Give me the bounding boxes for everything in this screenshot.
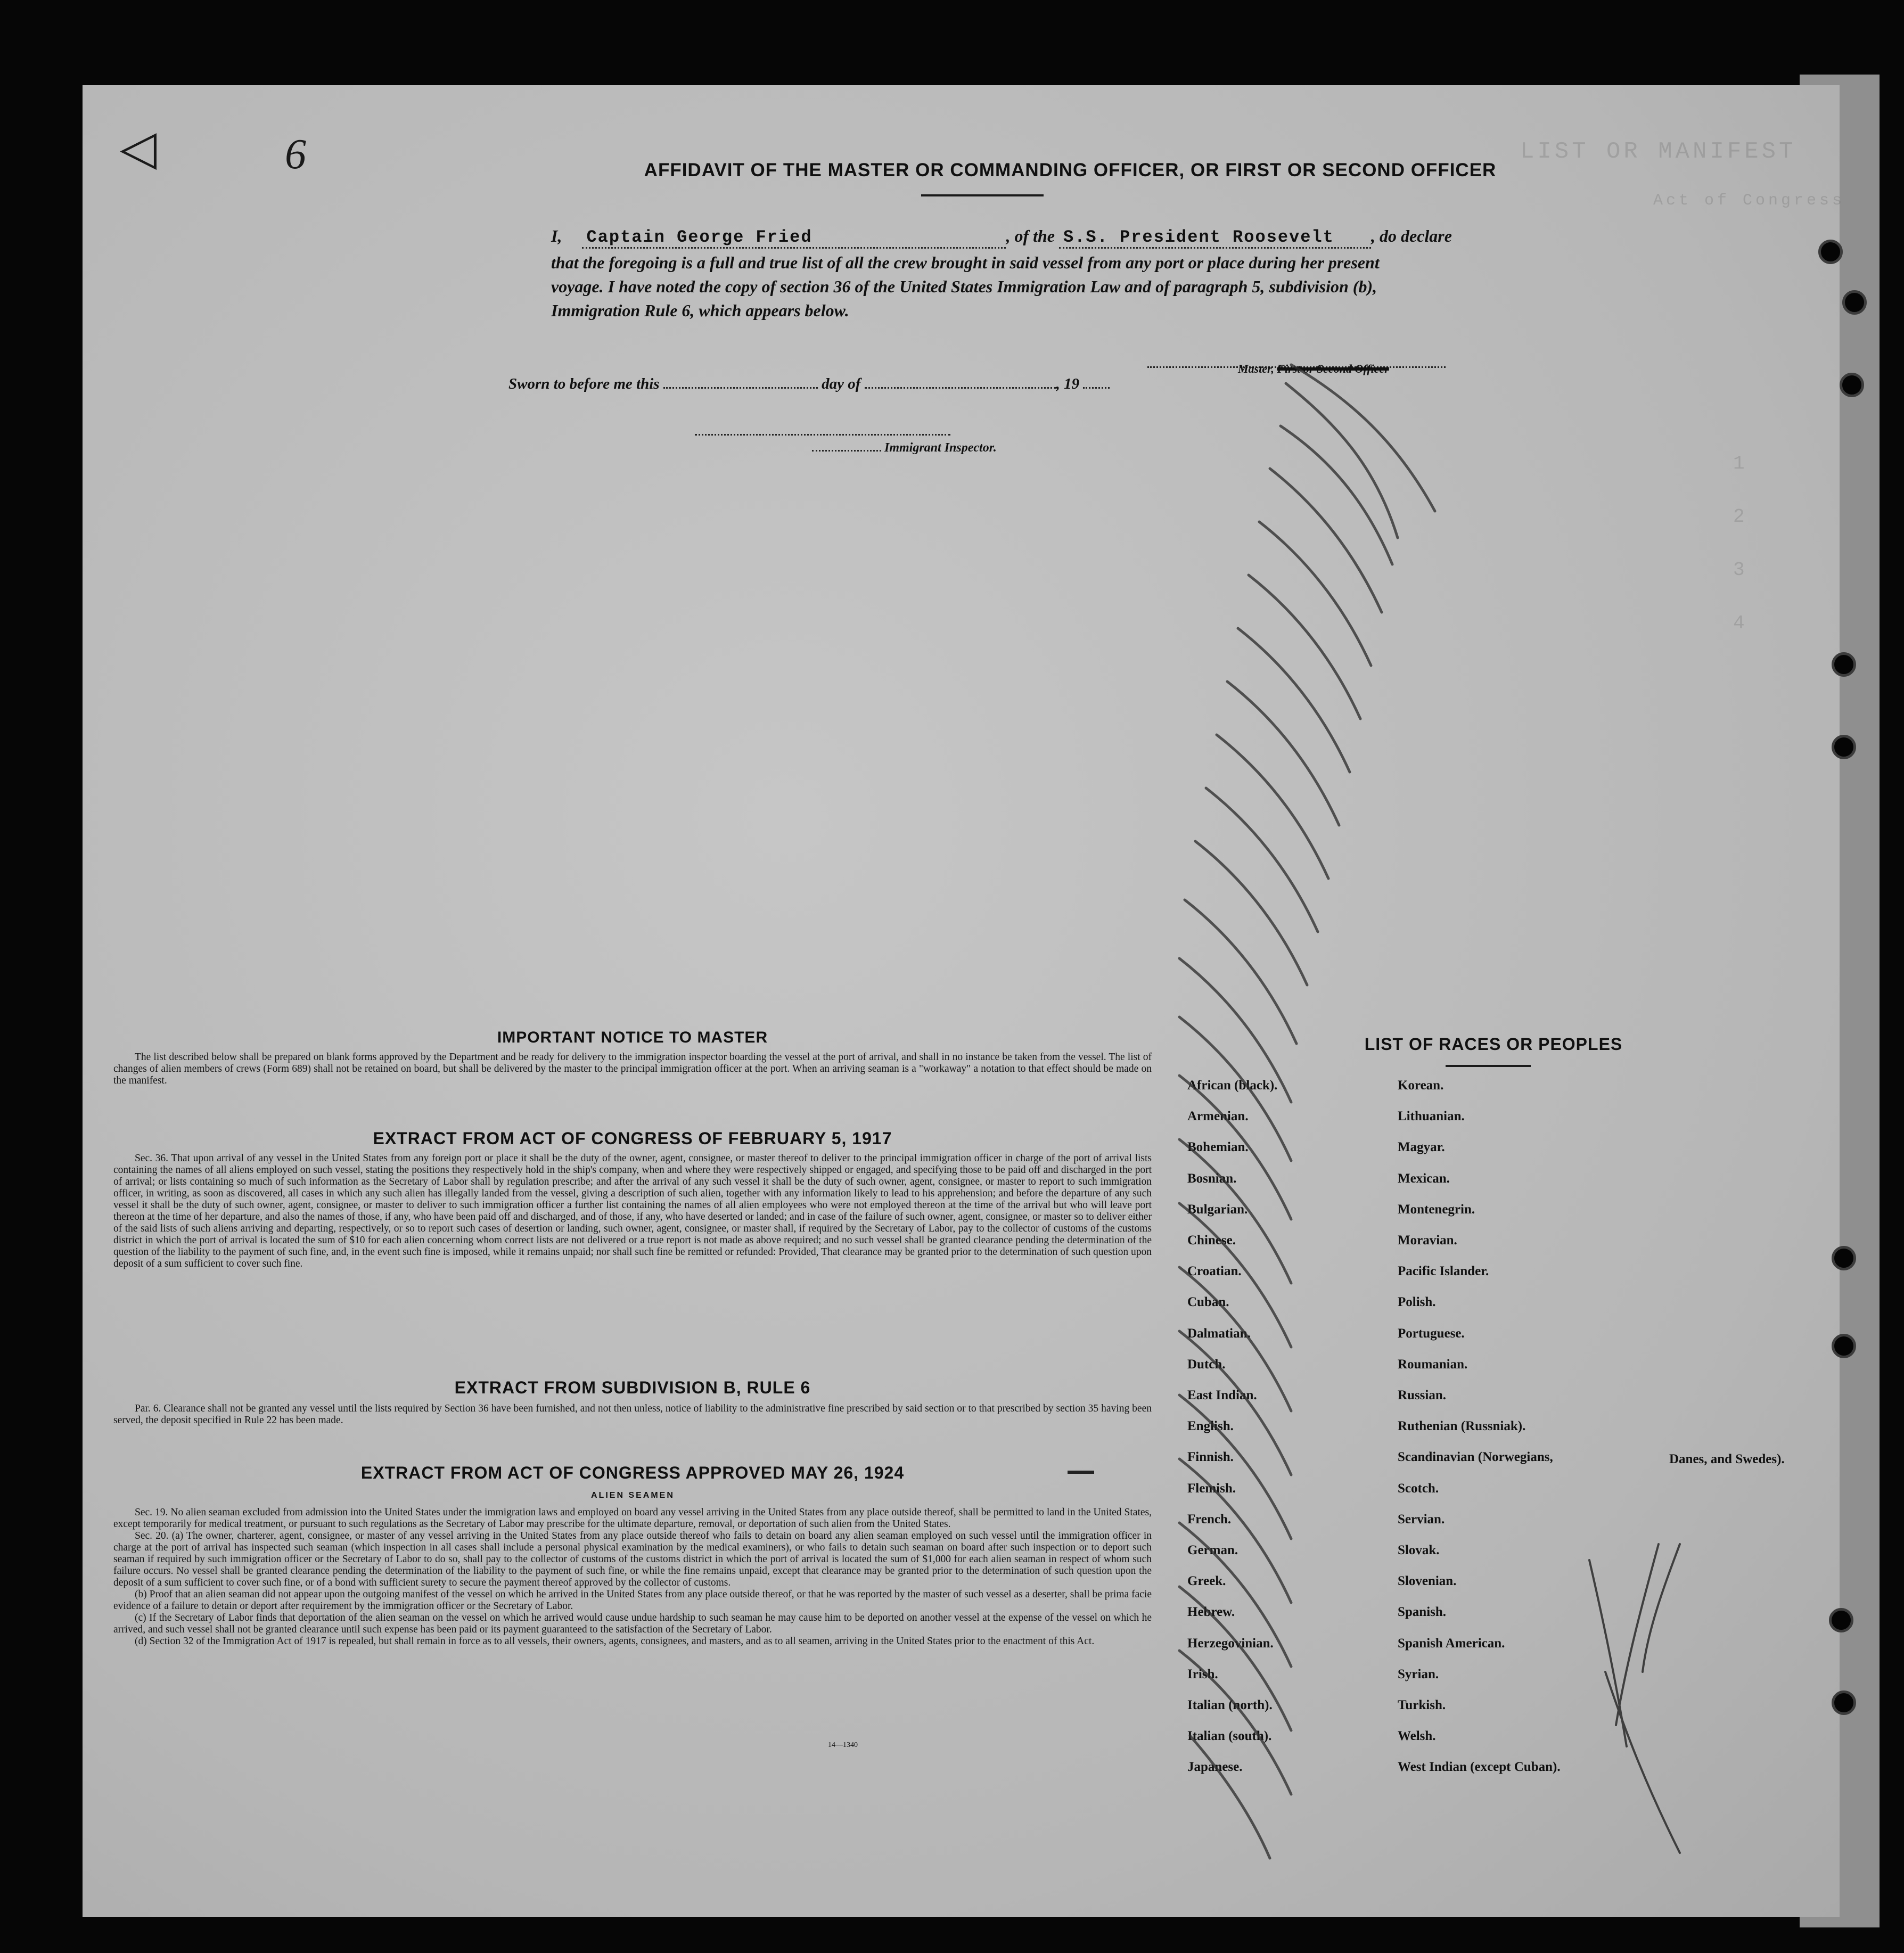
race-item: Bulgarian.: [1187, 1202, 1248, 1217]
punch-hole: [1832, 735, 1856, 759]
races-title-rule: [1446, 1065, 1531, 1067]
notice-title: IMPORTANT NOTICE TO MASTER: [497, 1029, 768, 1046]
alien-seamen-subtitle: ALIEN SEAMEN: [591, 1491, 675, 1500]
race-item: Dutch.: [1187, 1357, 1226, 1372]
race-item: Armenian.: [1187, 1109, 1249, 1124]
race-item: Chinese.: [1187, 1233, 1236, 1248]
race-item: Greek.: [1187, 1574, 1226, 1589]
sec-20c-paragraph: (c) If the Secretary of Labor finds that deportation of the alien seaman on the vessel on which he arrived would cause undue hardship to such seaman he may cause him to be deported on another vessel at the expense of the vessel on which he arrived, and such vessel shall not be granted clearance until such expense has been paid or its payment guaranteed to the satisfaction of the Secretary of Labor.: [113, 1612, 1152, 1635]
punch-hole: [1840, 373, 1864, 397]
sec-20d-paragraph: (d) Section 32 of the Immigration Act of 1917 is repealed, but shall remain in force as to all vessels, their owners, agents, consignees, and masters, and as to all seamen, arriving in the United States prior to the enactment of this Act.: [135, 1636, 1095, 1647]
race-item: Slovenian.: [1398, 1574, 1457, 1589]
extract-rule6-text: Par. 6. Clearance shall not be granted any vessel until the lists required by Section 36 have been furnished, and not then unless, notice of liability to the administrative fine prescribed by said section or to that prescribed by section 35 having been served, the deposit specified in Rule 22 has been made.: [113, 1403, 1152, 1426]
bleed-through-text: 2: [1733, 506, 1748, 528]
race-item: Herzegovinian.: [1187, 1636, 1274, 1651]
race-item: Irish.: [1187, 1667, 1218, 1681]
race-item: Italian (south).: [1187, 1729, 1272, 1744]
extract-1917-title: EXTRACT FROM ACT OF CONGRESS OF FEBRUARY 5, 1917: [373, 1129, 892, 1148]
race-item: African (black).: [1187, 1078, 1278, 1093]
manifest-sheet: [83, 85, 1845, 1917]
race-item: Russian.: [1398, 1388, 1447, 1402]
race-item: Mexican.: [1398, 1171, 1450, 1186]
race-item: Ruthenian (Russniak).: [1398, 1419, 1526, 1434]
master-name-field[interactable]: Captain George Fried: [582, 227, 1006, 249]
form-number: 14—1340: [828, 1741, 858, 1749]
extract-1924-title: EXTRACT FROM ACT OF CONGRESS APPROVED MAY 26, 1924: [360, 1463, 905, 1482]
race-item: East Indian.: [1187, 1388, 1257, 1402]
race-item: Spanish American.: [1398, 1636, 1505, 1651]
race-item: Scotch.: [1398, 1481, 1439, 1496]
sworn-year-field[interactable]: [1083, 387, 1110, 389]
race-item: Japanese.: [1187, 1760, 1243, 1775]
race-item: Finnish.: [1187, 1450, 1234, 1465]
sworn-line: Sworn to before me this day of , 19: [508, 375, 1110, 393]
affidavit-title: AFFIDAVIT OF THE MASTER OR COMMANDING OFFICER, OR FIRST OR SECOND OFFICER: [644, 160, 1497, 180]
sworn-day-field[interactable]: [663, 387, 818, 389]
bleed-through-text: 1: [1733, 453, 1748, 474]
race-item: French.: [1187, 1512, 1232, 1527]
bleed-through-text: 3: [1733, 559, 1748, 581]
race-item: Scandinavian (Norwegians,: [1398, 1450, 1553, 1465]
sec-20b-paragraph: (b) Proof that an alien seaman did not appear upon the outgoing manifest of the vessel on which he arrived in the United States from any place outside thereof, or that he was reported by the master of such vessel as a deserter, shall be prima facie evidence of a failure to detain or deport after requirement by the immigration officer or the Secretary of Labor.: [113, 1589, 1152, 1612]
extract-rule6-title: EXTRACT FROM SUBDIVISION B, RULE 6: [454, 1378, 811, 1397]
race-item: Magyar.: [1398, 1140, 1445, 1155]
sec-19-paragraph: Sec. 19. No alien seaman excluded from admission into the United States under the immigration laws and employed on board any vessel arriving in the United States from any place outside thereof, shall be permitted to land in the United States, except temporarily for medical treatment, or pursuant to such regulations as the Secretary of Labor may prescribe for the ultimate departure, removal, or deportation of such alien from the United States.: [113, 1507, 1152, 1530]
race-item: Welsh.: [1398, 1729, 1436, 1744]
race-item: Lithuanian.: [1398, 1109, 1465, 1124]
corner-number-mark: 6: [285, 131, 306, 178]
race-item: Servian.: [1398, 1512, 1445, 1527]
race-item: Bosnian.: [1187, 1171, 1237, 1186]
races-title: LIST OF RACES OR PEOPLES: [1364, 1035, 1623, 1054]
notice-text: The list described below shall be prepared on blank forms approved by the Department and be ready for delivery to the immigration inspector boarding the vessel at the port of arrival, and shall in no instance be taken from the vessel. The list of changes of alien members of crews (Form 689) shall not be retained on board, but shall be delivered by the master to the principal immigration officer at the port. When an arriving seaman is a "workaway" a notation to that effect should be made on the manifest.: [113, 1052, 1152, 1086]
extract-1917-text: Sec. 36. That upon arrival of any vessel in the United States from any foreign port or place it shall be the duty of the owner, agent, consignee, or master thereof to deliver to the principal immigration officer in charge of the port of arrival lists containing the names of all aliens employed on such vessel, stating the positions they respectively hold in the ship's company, when and where they were respectively shipped or engaged, and specifying those to be paid off and discharged in the port of arrival; or lists containing so much of such information as the Secretary of Labor shall by regulation prescribe; and after the arrival of any such vessel it shall be the duty of such owner, agent, consignee, or master to report to such immigration officer, in writing, as soon as discovered, all cases in which any such alien has illegally landed from the vessel, giving a description of such alien, together with any information likely to lead to his apprehension; and before the departure of any such vessel it shall be the duty of such owner, agent, consignee, or master to deliver to such immigration officer a further list containing the names of all alien employees who were not employed thereon at the time of the arrival but who will leave port thereon at the time of her departure, and also the names of those, if any, who have been paid off and discharged, and of those, if any, who have deserted or landed; and in case of the failure of such owner, agent, consignee, or master so to deliver either of the said lists of such aliens arriving and departing, respectively, or so to report such cases of desertion or landing, such owner, agent, consignee, or master shall, if required by the Secretary of Labor, pay to the collector of customs of the customs district in which the port of arrival is located the sum of $10 for each alien concerning whom correct lists are not delivered or a true report is not made as above required; and no such vessel shall be granted clearance pending the determination of the question of the liability to the payment of such fine, and, in the event such fine is imposed, while it remains unpaid; nor shall such fine be remitted or refunded: Provided, That clearance may be granted prior to the determination of such question upon deposit of a sum sufficient to cover such fine.: [113, 1153, 1152, 1269]
race-item: English.: [1187, 1419, 1234, 1434]
race-item: Polish.: [1398, 1295, 1436, 1310]
affidavit-title-rule: [921, 194, 1044, 196]
punch-hole: [1829, 1608, 1853, 1632]
race-item: Pacific Islander.: [1398, 1264, 1489, 1279]
punch-hole: [1832, 1334, 1856, 1358]
race-item-continuation: Danes, and Swedes).: [1669, 1452, 1785, 1466]
punch-hole: [1818, 240, 1843, 264]
race-item: Flemish.: [1187, 1481, 1236, 1496]
vessel-name-field[interactable]: S.S. President Roosevelt: [1059, 227, 1371, 249]
race-item: Korean.: [1398, 1078, 1444, 1093]
race-item: Spanish.: [1398, 1605, 1447, 1620]
race-item: Hebrew.: [1187, 1605, 1235, 1620]
signature-caption: Master, First or Second Officer: [1238, 362, 1389, 375]
race-item: Cuban.: [1187, 1295, 1229, 1310]
affidavit-line-4: Immigration Rule 6, which appears below.: [551, 301, 849, 320]
affidavit-line-2: that the foregoing is a full and true list of all the crew brought in said vessel from any port or place during her present: [551, 253, 1380, 272]
race-item: Italian (north).: [1187, 1698, 1273, 1712]
inspector-caption: Immigrant Inspector.: [812, 441, 997, 455]
sec-20a-paragraph: Sec. 20. (a) The owner, charterer, agent, consignee, or master of any vessel arriving in the United States from any place outside thereof who fails to detain on board any alien seaman employed on such vessel until the immigration officer in charge at the port of arrival has inspected such seaman (which inspection in all cases shall include a personal physical examination by the medical examiners), or who fails to detain such seaman on board after such inspection or to deport such seaman if required by such immigration officer or the Secretary of Labor to do so, shall pay to the collector of customs of the customs district in which the port of arrival is located the sum of $1,000 for each alien seaman in respect of whom such failure occurs. No vessel shall be granted clearance pending the determination of the liability to the payment of such fine, or while the fine remains unpaid, except that clearance may be granted prior to the determination of such question upon the deposit of a sum sufficient to cover such fine, or of a bond with sufficient surety to secure the payment thereof approved by the collector of customs.: [113, 1530, 1152, 1588]
race-item: Bohemian.: [1187, 1140, 1249, 1155]
bleed-through-text: LIST OR MANIFEST: [1520, 138, 1796, 165]
race-item: Moravian.: [1398, 1233, 1457, 1248]
punch-hole: [1842, 290, 1867, 315]
race-item: West Indian (except Cuban).: [1398, 1760, 1561, 1775]
race-item: Montenegrin.: [1398, 1202, 1475, 1217]
race-item: German.: [1187, 1543, 1238, 1557]
race-item: Syrian.: [1398, 1667, 1439, 1681]
race-item: Slovak.: [1398, 1543, 1440, 1557]
struck-officer-label: First or Second Officer: [1277, 362, 1389, 375]
race-item: Dalmatian.: [1187, 1326, 1251, 1341]
bleed-through-text: Act of Congress: [1653, 192, 1845, 210]
affidavit-line-1: I, Captain George Fried , of the S.S. President Roosevelt , do declare: [551, 226, 1452, 249]
affidavit-line-3: voyage. I have noted the copy of section 36 of the United States Immigration Law and of paragraph 5, subdivision (b),: [551, 277, 1377, 296]
extract-1924-text: [113, 1507, 1152, 1647]
sworn-month-field[interactable]: [865, 387, 1056, 389]
race-item: Roumanian.: [1398, 1357, 1468, 1372]
inspector-signature-line[interactable]: [695, 434, 950, 436]
punch-hole: [1832, 652, 1856, 677]
corner-bracket-mark: ◁: [120, 121, 157, 175]
bleed-through-text: 4: [1733, 612, 1748, 634]
punch-hole: [1832, 1691, 1856, 1715]
race-item: Croatian.: [1187, 1264, 1242, 1279]
race-item: Portuguese.: [1398, 1326, 1465, 1341]
race-item: Turkish.: [1398, 1698, 1446, 1712]
punch-hole: [1832, 1246, 1856, 1270]
